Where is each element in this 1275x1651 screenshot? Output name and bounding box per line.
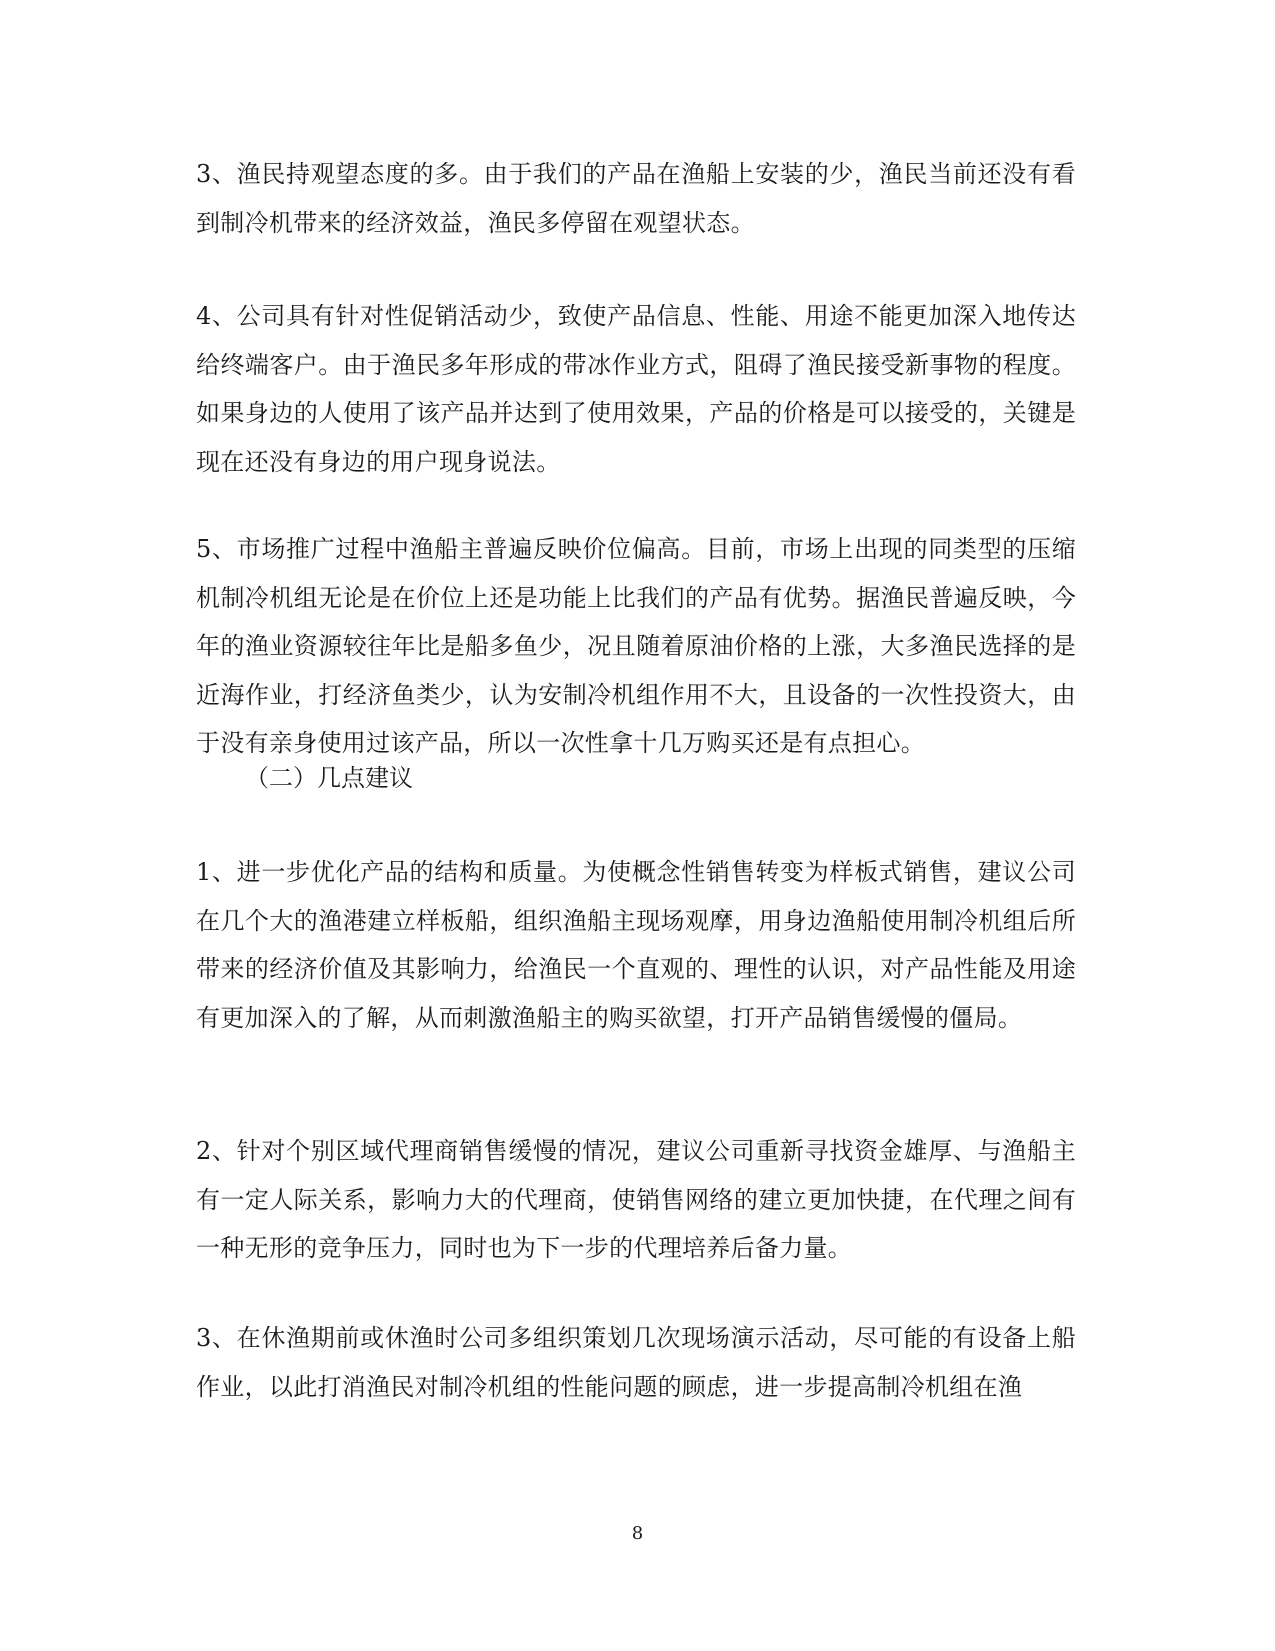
suggestion-3: 3、在休渔期前或休渔时公司多组织策划几次现场演示活动，尽可能的有设备上船作业，以此打消渔民对制冷机组的性能问题的顾虑，进一步提高制冷机组在渔 bbox=[196, 1324, 1076, 1401]
page-number: 8 bbox=[631, 1523, 644, 1544]
suggestion-2: 2、针对个别区域代理商销售缓慢的情况，建议公司重新寻找资金雄厚、与渔船主有一定人际关系，影响力大的代理商，使销售网络的建立更加快捷，在代理之间有一种无形的竞争压力，同时也为下一步的代理培养后备力量。 bbox=[196, 1137, 1076, 1262]
section-heading: （二）几点建议 bbox=[245, 764, 413, 792]
paragraph-promotion: 4、公司具有针对性促销活动少，致使产品信息、性能、用途不能更加深入地传达给终端客户。由于渔民多年形成的带冰作业方式，阻碍了渔民接受新事物的程度。如果身边的人使用了该产品并达到了使用效果，产品的价格是可以接受的，关键是现在还没有身边的用户现身说法。 bbox=[196, 302, 1076, 476]
paragraph-observation: 3、渔民持观望态度的多。由于我们的产品在渔船上安装的少，渔民当前还没有看到制冷机带来的经济效益，渔民多停留在观望状态。 bbox=[196, 160, 1076, 237]
suggestion-1: 1、进一步优化产品的结构和质量。为使概念性销售转变为样板式销售，建议公司在几个大的渔港建立样板船，组织渔船主现场观摩，用身边渔船使用制冷机组后所带来的经济价值及其影响力，给渔民一个直观的、理性的认识，对产品性能及用途有更加深入的了解，从而刺激渔船主的购买欲望，打开产品销售缓慢的僵局。 bbox=[196, 858, 1076, 1032]
paragraph-pricing: 5、市场推广过程中渔船主普遍反映价位偏高。目前，市场上出现的同类型的压缩机制冷机组无论是在价位上还是功能上比我们的产品有优势。据渔民普遍反映，今年的渔业资源较往年比是船多鱼少，况且随着原油价格的上涨，大多渔民选择的是近海作业，打经济鱼类少，认为安制冷机组作用不大，且设备的一次性投资大，由于没有亲身使用过该产品，所以一次性拿十几万购买还是有点担心。 bbox=[196, 535, 1076, 757]
